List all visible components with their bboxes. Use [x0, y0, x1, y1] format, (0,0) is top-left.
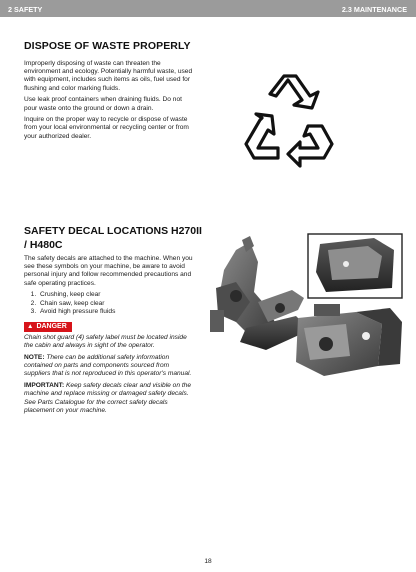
recycle-icon — [238, 74, 338, 174]
decals-section — [24, 255, 196, 418]
waste-heading: DISPOSE OF WASTE PROPERLY — [24, 40, 191, 52]
waste-paragraph-3: Inquire on the proper way to recycle or dispose of waste from your local environmental or recycling center or from your authorized dealer. — [24, 116, 189, 140]
cab-inset — [308, 234, 402, 298]
important-label: IMPORTANT: — [24, 382, 65, 390]
note-paragraph — [24, 354, 196, 379]
page-header — [0, 0, 416, 17]
warning-icon: ▲ — [27, 322, 34, 330]
section-right: 2.3 MAINTENANCE — [341, 5, 407, 14]
waste-paragraph-1: Improperly disposing of waste can threaten the environment and ecology. Potentially harmful waste, used with equipment, includes such items as oils, fuel used for flushing and color marking fluids. — [24, 60, 193, 92]
waste-paragraph-2: Use leak proof containers when draining fluids. Do not pour waste onto the ground or down a drain. — [24, 96, 182, 112]
decal-item-1: 1. Crushing, keep clear — [38, 291, 196, 299]
danger-text: Chain shot guard (4) safety label must be located inside the cabin and always in sight of the operator. — [24, 334, 187, 350]
page-number: 18 — [204, 558, 212, 565]
important-paragraph — [24, 382, 196, 415]
waste-section — [24, 60, 196, 144]
harvester-head — [210, 236, 310, 350]
decals-intro: The safety decals are attached to the machine. When you see these symbols on your machine, be aware to avoid personal injury and follow recommended precautions and safe operating practices. — [24, 255, 193, 287]
danger-badge — [24, 322, 72, 332]
section-left: 2 SAFETY — [8, 5, 43, 14]
machine-base — [296, 304, 402, 376]
decal-item-2: 2. Chain saw, keep clear — [38, 300, 196, 308]
note-text: There can be additional safety information contained on parts and components sourced from suppliers that is not reproduced in this operator's manual. — [24, 354, 192, 378]
decal-list — [24, 291, 196, 316]
decal-item-3: 3. Avoid high pressure fluids — [38, 308, 196, 316]
decals-heading: SAFETY DECAL LOCATIONS H270II / H480C — [24, 225, 202, 251]
danger-label: DANGER — [36, 322, 67, 330]
machine-illustration — [206, 232, 404, 380]
important-text: Keep safety decals clear and visible on the machine and replace missing or damaged safety decals. See Parts Catalogue for the correct safety decals placement on your machine. — [24, 382, 191, 414]
note-label: NOTE: — [24, 354, 45, 362]
